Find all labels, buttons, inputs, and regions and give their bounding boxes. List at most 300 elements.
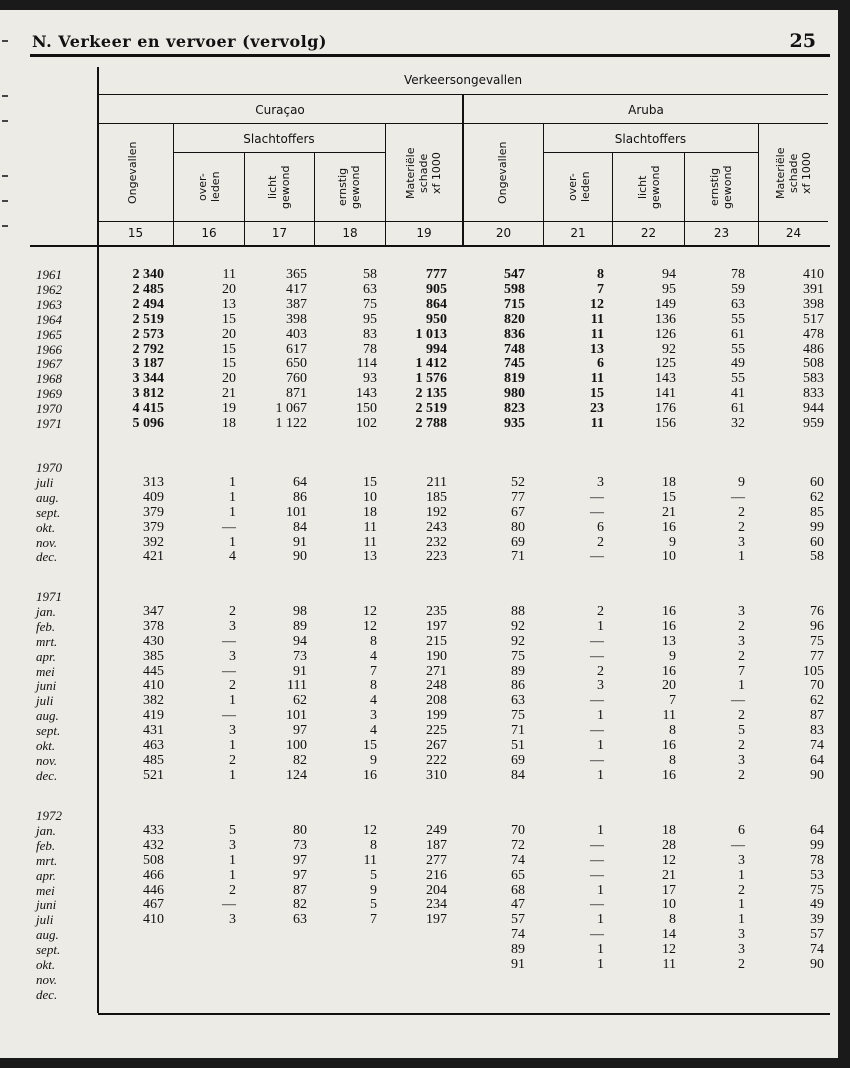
table-cell: 86 [293, 489, 307, 505]
table-cell: 18 [662, 474, 676, 490]
table-cell: 70 [810, 678, 824, 694]
table-cell: 78 [731, 267, 745, 282]
row-label: 1970 [36, 401, 62, 417]
table-cell: 2 [738, 648, 745, 664]
table-cell: 5 [370, 897, 377, 913]
table-cell: 2 792 [132, 341, 164, 357]
table-cell: 89 [511, 942, 525, 958]
row-label: nov. [36, 971, 58, 987]
table-cell: — [590, 693, 604, 709]
table-cell: 378 [143, 618, 164, 634]
table-cell: 2 [738, 519, 745, 535]
table-cell: 225 [426, 723, 447, 739]
table-cell: 508 [803, 356, 824, 372]
licht-aru-heading: licht gewond [636, 165, 662, 209]
row-label: okt. [36, 738, 56, 753]
table-cell: 433 [143, 822, 164, 838]
row-label: okt. [36, 519, 56, 535]
table-cell: 76 [810, 603, 824, 619]
table-cell: 9 [669, 534, 676, 550]
table-cell: — [590, 852, 604, 868]
table-cell: 100 [286, 738, 307, 753]
table-cell: 52 [511, 474, 525, 490]
table-cell: 71 [511, 723, 525, 739]
slachtoffers-aru-heading: Slachtoffers [614, 132, 687, 146]
table-cell: 16 [662, 618, 676, 634]
table-cell: 197 [426, 618, 447, 634]
table-cell: 190 [426, 648, 447, 664]
table-cell: 74 [810, 738, 824, 753]
table-cell: 101 [286, 504, 307, 520]
table-cell: 98 [293, 603, 307, 619]
table-cell: 80 [293, 822, 307, 838]
table-cell: 67 [511, 504, 525, 520]
table-cell: 51 [511, 738, 525, 753]
table-cell: 82 [293, 897, 307, 913]
table-cell: 6 [597, 356, 604, 372]
table-cell: 2 [597, 603, 604, 619]
table-cell: 820 [504, 311, 525, 327]
table-cell: 16 [363, 767, 377, 783]
table-cell: 3 [229, 723, 236, 739]
ongevallen-cur-heading: Ongevallen [126, 141, 139, 205]
table-cell: 5 [738, 723, 745, 739]
colnum-19: 19 [416, 226, 432, 240]
table-cell: 1 [229, 489, 236, 505]
table-cell: 63 [731, 296, 745, 312]
row-label: mei [36, 882, 55, 898]
table-cell: 97 [293, 852, 307, 868]
table-cell: 20 [662, 678, 676, 694]
table-cell: 1 [597, 767, 604, 783]
table-cell: 102 [356, 416, 377, 431]
table-cell: 583 [803, 371, 824, 387]
table-cell: 3 812 [132, 386, 164, 402]
table-cell: 126 [655, 326, 676, 342]
table-cell: 58 [363, 267, 377, 282]
table-cell: 1 [229, 474, 236, 490]
table-cell: 204 [426, 882, 447, 898]
table-cell: 65 [511, 867, 525, 883]
table-cell: — [590, 927, 604, 943]
table-cell: 87 [810, 708, 824, 724]
table-cell: 20 [222, 371, 236, 387]
table-cell: 419 [143, 708, 164, 724]
row-label: juli [36, 693, 54, 709]
table-cell: 2 [738, 708, 745, 724]
table-cell: 49 [810, 897, 824, 913]
table-cell: — [222, 663, 236, 679]
table-cell: 248 [426, 678, 447, 694]
table-cell: 69 [511, 752, 525, 768]
row-label: dec. [36, 549, 58, 565]
table-cell: 215 [426, 633, 447, 649]
table-cell: 8 [370, 837, 377, 853]
table-cell: 9 [370, 752, 377, 768]
table-cell: 1 [738, 678, 745, 694]
table-cell: 398 [803, 296, 824, 312]
group-year-heading: 1970 [36, 460, 62, 475]
table-cell: 97 [293, 867, 307, 883]
table-cell: 88 [511, 603, 525, 619]
table-cell: 2 [229, 752, 236, 768]
table-cell: 8 [370, 633, 377, 649]
table-cell: 8 [669, 723, 676, 739]
schade-cur-heading: Materiële schade xf 1000 [404, 147, 443, 199]
table-cell: — [590, 489, 604, 505]
table-cell: 19 [222, 401, 236, 417]
table-cell: 2 573 [132, 326, 164, 342]
page-header [32, 32, 816, 56]
ongevallen-aru-heading: Ongevallen [496, 141, 509, 205]
table-cell: 13 [590, 341, 604, 357]
colnum-17: 17 [271, 226, 288, 240]
table-cell: 777 [426, 267, 447, 282]
table-cell: 959 [803, 416, 824, 431]
row-label: 1971 [36, 416, 62, 431]
row-label: 1964 [36, 311, 62, 327]
table-cell: 223 [426, 549, 447, 565]
table-cell: 17 [662, 882, 676, 898]
table-cell: 271 [426, 663, 447, 679]
table-cell: 58 [810, 549, 824, 565]
table-cell: 143 [655, 371, 676, 387]
row-label: nov. [36, 534, 58, 550]
table-cell: 62 [293, 693, 307, 709]
table-cell: 3 [229, 618, 236, 634]
row-label: 1961 [36, 267, 62, 282]
table-cell: 409 [143, 489, 164, 505]
table-cell: 11 [590, 326, 604, 342]
table-cell: 9 [738, 474, 745, 490]
table-cell: 13 [662, 633, 676, 649]
table-cell: 1 576 [415, 371, 447, 387]
table-cell: 379 [143, 519, 164, 535]
table-cell: 185 [426, 489, 447, 505]
table-cell: — [590, 867, 604, 883]
row-label: aug. [36, 927, 59, 943]
table-cell: 650 [286, 356, 307, 372]
table-cell: 387 [286, 296, 307, 312]
table-cell: 14 [662, 927, 676, 943]
table-cell: — [222, 633, 236, 649]
table-cell: 90 [810, 957, 824, 972]
table-cell: 2 135 [415, 386, 447, 402]
table-cell: 944 [803, 401, 824, 417]
table-cell: 63 [511, 693, 525, 709]
row-label: mrt. [36, 633, 58, 649]
group-year-heading: 1971 [36, 589, 62, 604]
table-cell: 99 [810, 837, 824, 853]
table-cell: 2 788 [415, 416, 447, 431]
table-cell: 18 [222, 416, 236, 431]
main-heading: Verkeersongevallen [403, 73, 523, 87]
table-cell: 55 [731, 341, 745, 357]
table-cell: 235 [426, 603, 447, 619]
table-cell: 2 [229, 882, 236, 898]
ernstig-aru-heading: ernstig gewond [708, 165, 734, 209]
table-cell: 1 [229, 852, 236, 868]
group-year-heading: 1972 [36, 808, 62, 823]
table-cell: 63 [293, 912, 307, 928]
row-label: mrt. [36, 852, 58, 868]
table-cell: 70 [511, 822, 525, 838]
table-cell: 1 [597, 882, 604, 898]
table-cell: 125 [655, 356, 676, 372]
table-cell: 61 [731, 326, 745, 342]
table-cell: 4 415 [132, 401, 164, 417]
bottom-rule [98, 1013, 830, 1015]
table-cell: 84 [511, 767, 525, 783]
row-label: nov. [36, 752, 58, 768]
table-cell: 3 [738, 752, 745, 768]
table-cell: 74 [511, 852, 525, 868]
table-cell: 20 [222, 281, 236, 297]
table-cell: 3 [738, 534, 745, 550]
table-cell: 5 096 [132, 416, 164, 431]
table-cell: 216 [426, 867, 447, 883]
table-cell: 10 [662, 549, 676, 565]
table-cell: 410 [143, 678, 164, 694]
table-cell: — [590, 837, 604, 853]
rule-under-curacao [98, 123, 463, 124]
table-cell: 486 [803, 341, 824, 357]
table-cell: 2 [229, 603, 236, 619]
table-cell: 432 [143, 837, 164, 853]
table-cell: 15 [222, 311, 236, 327]
row-label: 1967 [36, 356, 62, 372]
table-cell: 478 [803, 326, 824, 342]
table-cell: — [731, 837, 745, 853]
table-cell: 11 [363, 519, 377, 535]
table-cell: 463 [143, 738, 164, 753]
table-cell: — [222, 519, 236, 535]
colnum-16: 16 [201, 226, 217, 240]
overleden-aru-heading: over- leden [566, 171, 592, 203]
table-cell: 1 [229, 867, 236, 883]
table-cell: 75 [810, 882, 824, 898]
table-cell: 16 [662, 767, 676, 783]
table-cell: 485 [143, 752, 164, 768]
table-cell: 18 [363, 504, 377, 520]
table-cell: 421 [143, 549, 164, 565]
table-cell: 1 [738, 549, 745, 565]
table-cell: 310 [426, 767, 447, 783]
table-cell: 2 [597, 663, 604, 679]
row-label: okt. [36, 957, 56, 972]
table-cell: 1 [229, 767, 236, 783]
row-label: feb. [36, 837, 56, 853]
table-cell: 73 [293, 648, 307, 664]
table-cell: 3 344 [132, 371, 164, 387]
row-label: 1968 [36, 371, 62, 387]
table-cell: 74 [511, 927, 525, 943]
row-label: sept. [36, 504, 61, 520]
table-cell: 41 [731, 386, 745, 402]
table-cell: 208 [426, 693, 447, 709]
table-cell: 1 [738, 912, 745, 928]
table-cell: 431 [143, 723, 164, 739]
table-cell: 75 [511, 648, 525, 664]
table-cell: 75 [810, 633, 824, 649]
table-cell: 12 [590, 296, 604, 312]
overleden-cur-heading: over- leden [196, 171, 222, 203]
table-cell: 199 [426, 708, 447, 724]
table-cell: 149 [655, 296, 676, 312]
table-cell: 1 122 [275, 416, 307, 431]
row-label: mei [36, 663, 55, 679]
table-cell: 222 [426, 752, 447, 768]
table-cell: 3 [738, 852, 745, 868]
table-cell: 313 [143, 474, 164, 490]
row-label: apr. [36, 648, 56, 664]
table-cell: 7 [669, 693, 676, 709]
table-cell: 1 067 [275, 401, 307, 417]
table-cell: 392 [143, 534, 164, 550]
table-cell: 5 [229, 822, 236, 838]
table-cell: 62 [810, 693, 824, 709]
table-cell: 75 [363, 296, 377, 312]
table-cell: 141 [655, 386, 676, 402]
table-cell: 143 [356, 386, 377, 402]
curacao-heading: Curaçao [255, 103, 305, 117]
table-cell: 59 [731, 281, 745, 297]
table-cell: 82 [293, 752, 307, 768]
table-cell: 410 [143, 912, 164, 928]
table-cell: 21 [662, 504, 676, 520]
table-cell: 15 [662, 489, 676, 505]
table-cell: 71 [511, 549, 525, 565]
table-cell: 64 [293, 474, 307, 490]
table-cell: 1 [229, 693, 236, 709]
table-cell: 3 [229, 837, 236, 853]
table-cell: 62 [810, 489, 824, 505]
table-cell: 2 [738, 957, 745, 972]
table-cell: 136 [655, 311, 676, 327]
table-cell: 20 [222, 326, 236, 342]
table-cell: 748 [504, 341, 525, 357]
table-cell: 2 519 [132, 311, 164, 327]
table-cell: 517 [803, 311, 824, 327]
table-cell: 1 [229, 504, 236, 520]
table-cell: 156 [655, 416, 676, 431]
table-cell: 417 [286, 281, 307, 297]
row-label: apr. [36, 867, 56, 883]
table-cell: 94 [293, 633, 307, 649]
rule-under-aruba [463, 123, 828, 124]
aruba-heading: Aruba [628, 103, 664, 117]
row-label: jan. [36, 603, 56, 619]
table-cell: 21 [222, 386, 236, 402]
slachtoffers-cur-heading: Slachtoffers [243, 132, 315, 146]
table-cell: 466 [143, 867, 164, 883]
table-cell: 9 [370, 882, 377, 898]
table-cell: 8 [370, 678, 377, 694]
table-cell: 819 [504, 371, 525, 387]
table-cell: 232 [426, 534, 447, 550]
table-cell: — [731, 489, 745, 505]
table-cell: 3 [370, 708, 377, 724]
row-label: juli [36, 474, 54, 490]
table-cell: 89 [293, 618, 307, 634]
table-cell: 77 [810, 648, 824, 664]
table-cell: 347 [143, 603, 164, 619]
table-cell: 16 [662, 738, 676, 753]
table-cell: 3 [738, 603, 745, 619]
row-label: sept. [36, 723, 61, 739]
table-cell: 547 [504, 267, 525, 282]
table-cell: 90 [810, 767, 824, 783]
table-cell: 715 [504, 296, 525, 312]
table-cell: 2 [597, 534, 604, 550]
row-label: juni [36, 897, 57, 913]
table-cell: 1 [597, 822, 604, 838]
table-cell: 8 [597, 267, 604, 282]
table-cell: 11 [590, 416, 604, 431]
table-cell: 8 [669, 752, 676, 768]
table-cell: 3 [597, 678, 604, 694]
table-cell: 1 [738, 897, 745, 913]
table-cell: 7 [370, 912, 377, 928]
table-cell: 3 [738, 633, 745, 649]
table-cell: 92 [511, 618, 525, 634]
rule-under-slachtoffers-aru [543, 152, 758, 153]
binding-edge [0, 10, 12, 1058]
row-label: juli [36, 912, 54, 928]
table-cell: 87 [293, 882, 307, 898]
table-cell: 467 [143, 897, 164, 913]
table-cell: 1 [597, 912, 604, 928]
table-cell: 379 [143, 504, 164, 520]
table-cell: — [590, 648, 604, 664]
table-cell: 1 [597, 738, 604, 753]
table-cell: 15 [222, 341, 236, 357]
table-cell: 445 [143, 663, 164, 679]
row-label: juni [36, 678, 57, 694]
table-cell: 249 [426, 822, 447, 838]
table-cell: 57 [810, 927, 824, 943]
table-cell: 15 [222, 356, 236, 372]
table-cell: 2 [738, 767, 745, 783]
table-cell: 1 [738, 867, 745, 883]
table-cell: 12 [662, 942, 676, 958]
table-cell: 61 [731, 401, 745, 417]
table-cell: 410 [803, 267, 824, 282]
table-cell: 16 [662, 519, 676, 535]
table-cell: 32 [731, 416, 745, 431]
table-cell: 84 [293, 519, 307, 535]
licht-cur-heading: licht gewond [266, 165, 292, 209]
table-cell: 1 [597, 942, 604, 958]
table-cell: 617 [286, 341, 307, 357]
table-cell: 1 [229, 534, 236, 550]
colnum-23: 23 [713, 226, 730, 240]
colnum-21: 21 [570, 226, 586, 240]
table-cell: 63 [363, 281, 377, 297]
table-cell: 11 [590, 371, 604, 387]
table-cell: 521 [143, 767, 164, 783]
table-cell: 18 [662, 822, 676, 838]
section-title: N. Verkeer en vervoer (vervolg) [32, 32, 327, 51]
table-cell: 11 [590, 311, 604, 327]
row-label: aug. [36, 489, 59, 505]
table-cell: 3 [738, 927, 745, 943]
table-cell: 11 [222, 267, 236, 282]
table-cell: 1 [597, 708, 604, 724]
table-cell: 57 [511, 912, 525, 928]
table-cell: 871 [286, 386, 307, 402]
table-cell: 4 [370, 648, 377, 664]
